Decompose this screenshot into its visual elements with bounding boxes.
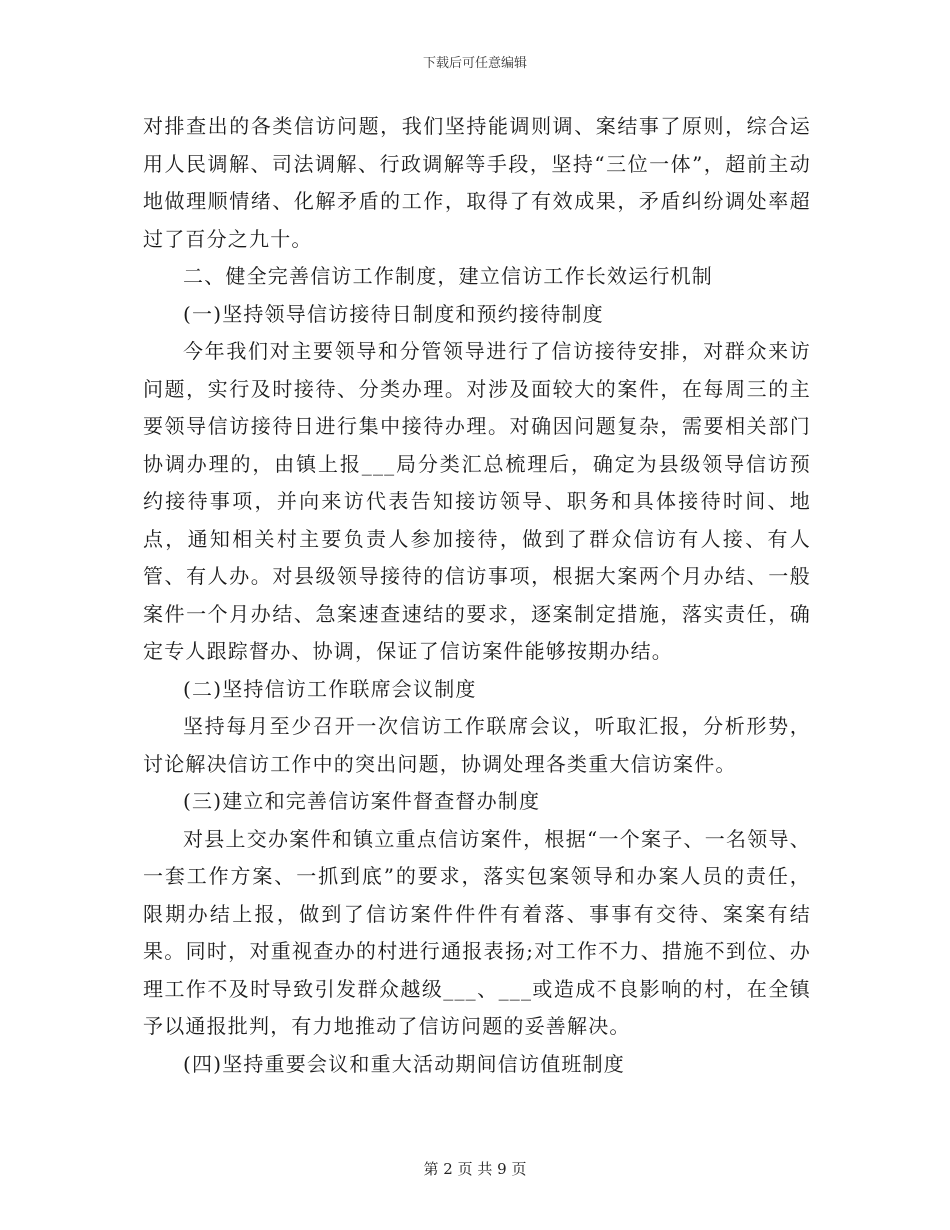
paragraph: 坚持每月至少召开一次信访工作联席会议，听取汇报，分析形势，讨论解决信访工作中的突出问题，协调处理各类重大信访案件。 bbox=[143, 714, 811, 776]
subsection-heading-1: (一)坚持领导信访接待日制度和预约接待制度 bbox=[183, 301, 604, 326]
section-heading-2: 二、健全完善信访工作制度，建立信访工作长效运行机制 bbox=[183, 264, 713, 288]
subsection-heading-2: (二)坚持信访工作联席会议制度 bbox=[183, 676, 477, 701]
paragraph: 今年我们对主要领导和分管领导进行了信访接待安排，对群众来访问题，实行及时接待、分类办理。对涉及面较大的案件，在每周三的主要领导信访接待日进行集中接待办理。对确因问题复杂，需要相关部门协调办理的，由镇上报___局分类汇总梳理后，确定为县级领导信访预约接待事项，并向来访代表告知接访领导、职务和具体接待时间、地点，通知相关村主要负责人参加接待，做到了群众信访有人接、有人管、有人办。对县级领导接待的信访事项，根据大案两个月办结、一般案件一个月办结、急案速查速结的要求，逐案制定措施，落实责任，确定专人跟踪督办、协调，保证了信访案件能够按期办结。 bbox=[143, 339, 811, 663]
paragraph: 对县上交办案件和镇立重点信访案件，根据“一个案子、一名领导、一套工作方案、一抓到底”的要求，落实包案领导和办案人员的责任，限期办结上报，做到了信访案件件件有着落、事事有交待、案案有结果。同时，对重视查办的村进行通报表扬;对工作不力、措施不到位、办理工作不及时导致引发群众越级___、___或造成不良影响的村，在全镇予以通报批判，有力地推动了信访问题的妥善解决。 bbox=[143, 826, 811, 1038]
subsection-heading-4: (四)坚持重要会议和重大活动期间信访值班制度 bbox=[183, 1051, 626, 1076]
document-body bbox=[143, 108, 811, 1083]
page-number: 第 2 页 共 9 页 bbox=[423, 1160, 527, 1178]
subsection-heading-3: (三)建立和完善信访案件督查督办制度 bbox=[183, 789, 541, 813]
page-header: 下载后可任意编辑 bbox=[422, 56, 527, 71]
paragraph-continuation: 对排查出的各类信访问题，我们坚持能调则调、案结事了原则，综合运用人民调解、司法调解、行政调解等手段，坚持“三位一体”，超前主动地做理顺情绪、化解矛盾的工作，取得了有效成果，矛盾纠纷调处率超过了百分之九十。 bbox=[143, 114, 811, 251]
